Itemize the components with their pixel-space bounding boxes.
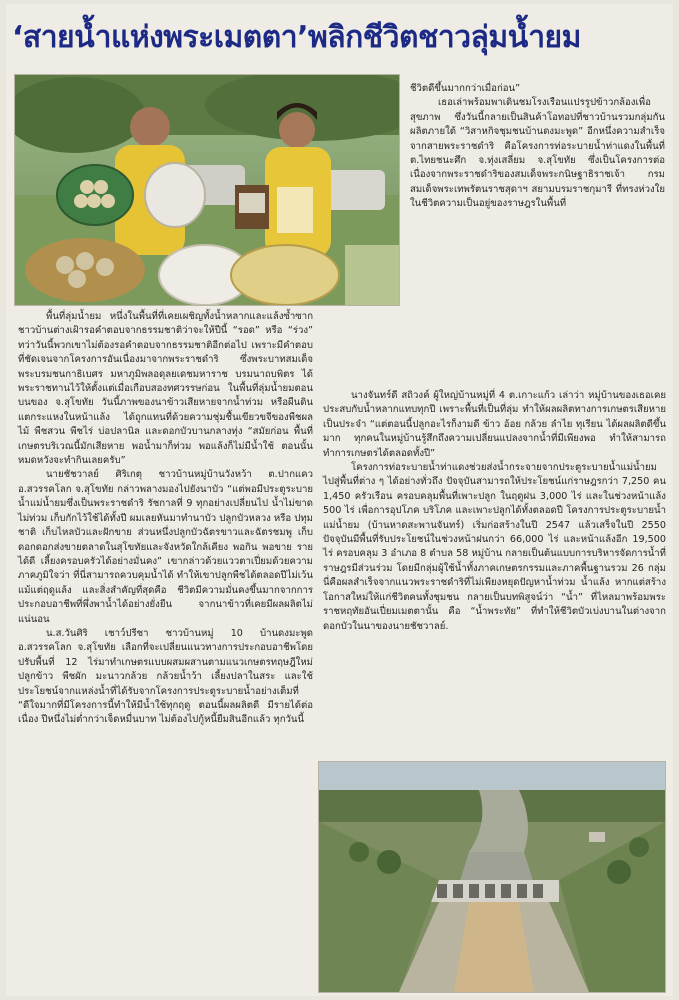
photo-water-gate-aerial bbox=[318, 761, 666, 993]
article-paragraph: นายชัชวาลย์ ศิริเกตุ ชาวบ้านหมู่บ้านวังหว้า ต.ปากแคว อ.สวรรคโลก จ.สุโขทัย กล่าวพลางมองไปยังนาบัว “แต่พอมีประตูระบายน้ำแม่น้ำยมซึ่งเป็นพระราชดำริ รัชกาลที่ 9 ทุกอย่างเปลี่ยนไป น้ำไม่ขาด ไม่ท่วม เก็บกักไว้ใช้ได้ทั้งปี ผมเลยหันมาทำนาบัว ปลูกบัวหลวง หรือ ปทุมชาติ เก็บไหลบัวและฝักขาย ส่วนหนึ่งปลูกบัวฉัตรขาวและฉัตรชมพู เก็บดอกดอกส่งขายตลาดในสุโขทัยและจังหวัดใกล้เคียง พอกิน พอขาย รายได้ดี เลี้ยงครอบครัวได้อย่างมั่นคง” เขากล่าวด้วยแววตาเปี่ยมด้วยความภาคภูมิใจว่า ที่นี่สามารถควบคุมน้ำได้ ทำให้เขาปลูกพืชได้ตลอดปีไม่เว้นแม้แต่ฤดูแล้ง และสิ่งสำคัญที่สุดคือ ชีวิตมีความมั่นคงขึ้นมากจากการประกอบอาชีพที่พึ่งพาน้ำได้อย่างยั่งยืน จากนาข้าวที่เคยมีผลผลิตไม่แน่นอน bbox=[18, 469, 313, 625]
article-column-right-middle bbox=[323, 389, 666, 634]
column-lead-line: ชีวิตดีขึ้นมากกว่าเมื่อก่อน” bbox=[410, 83, 521, 94]
article-column-left bbox=[18, 310, 313, 728]
photo-farmers-with-products bbox=[14, 74, 400, 306]
article-paragraph: โครงการท่อระบายน้ำท่าแดงช่วยส่งน้ำกระจายจากประตูระบายน้ำแม่น้ำยมไปสู่พื้นที่ต่าง ๆ ได้อย่างทั่วถึง ปัจจุบันสามารถให้ประโยชน์แก่ราษฎรกว่า 7,250 คน 1,450 ครัวเรือน ครอบคลุมพื้นที่เพาะปลูก ในฤดูฝน 3,000 ไร่ และในช่วงหน้าแล้ง 500 ไร่ เพื่อการอุปโภค บริโภค และเพาะปลูกได้ทั้งตลอดปี โครงการประตูระบายน้ำแม่น้ำยม (บ้านหาดสะพานจันทร์) เริ่มก่อสร้างในปี 2547 แล้วเสร็จในปี 2550 ปัจจุบันมีพื้นที่รับประโยชน์ในช่วงหน้าฝนกว่า 66,000 ไร่ และหน้าแล้งอีก 19,500 ไร่ ครอบคลุม 3 อำเภอ 8 ตำบล 58 หมู่บ้าน กลายเป็นต้นแบบการบริหารจัดการน้ำที่ราษฎรมีส่วนร่วม โดยมีกลุ่มผู้ใช้น้ำทั้งภาคเกษตรกรรมและภาคพื้นฐานรวม 26 กลุ่ม นี่คือผลสำเร็จจากแนวพระราชดำริที่ไม่เพียงหยุดปัญหาน้ำท่วม น้ำแล้ง หากแต่สร้างโอกาสใหม่ให้แก่ชีวิตคนทั้งชุมชน กลายเป็นบทพิสูจน์ว่า “น้ำ” ที่ไหลมาพร้อมพระราชหฤทัยอันเปี่ยมเมตตานั้น คือ “น้ำพระทัย” ที่ทำให้ชีวิตบัวเบ่งบานในต่างจากดอกบัวในนาของนายชัชวาลย์. bbox=[323, 462, 666, 632]
newspaper-clipping bbox=[6, 4, 673, 996]
article-paragraph: น.ส.วันศิริ เชาว์ปรีชา ชาวบ้านหมู่ 10 บ้านดงมะพูด อ.สวรรคโลก จ.สุโขทัย เลือกที่จะเปลี่ยนแนวทางการประกอบอาชีพโดยปรับพื้นที่ 12 ไร่มาทำเกษตรแบบผสมผสานตามแนวเกษตรทฤษฎีใหม่ ปลูกข้าว พืชผัก มะนาวกล้วย กล้วยน้ำว้า เลี้ยงปลาในสระ และใช้ประโยชน์จากแหล่งน้ำที่ได้รับจากโครงการประตูระบายน้ำอย่างเต็มที่ “ดีใจมากที่มีโครงการนี้ทำให้มีน้ำใช้ทุกฤดู ตอนนี้ผลผลิตดี มีรายได้ต่อเนื่อง ปีหนึ่งไม่ต่ำกว่าเจ็ดหมื่นบาท ไม่ต้องไปกู้หนี้ยืมสินอีกแล้ว ทุกวันนี้ bbox=[18, 627, 313, 726]
water-gate-photo bbox=[319, 762, 665, 992]
article-column-right-top bbox=[410, 82, 665, 212]
article-paragraph: นางจันทร์ดี สถิวงค์ ผู้ใหญ่บ้านหมู่ที่ 4 ต.เกาะแก้ว เล่าว่า หมู่บ้านของเธอเคยประสบกับน้ำหลากแทบทุกปี เพราะพื้นที่เป็นที่ลุ่ม ทำให้ผลผลิตทางการเกษตรเสียหายเป็นประจำ “แต่ตอนนี้ปลูกอะไรก็งามดี ข้าว อ้อย กล้วย ลำไย ทุเรียน ได้ผลผลิตดีขึ้นมาก ทุกคนในหมู่บ้านรู้สึกถึงความเปลี่ยนแปลงจากน้ำที่มีเพียงพอ ทำให้สามารถทำการเกษตรได้ตลอดทั้งปี” bbox=[323, 390, 666, 459]
article-paragraph: เธอเล่าพร้อมพาเดินชมโรงเรือนแปรรูปข้าวกล้องเพื่อสุขภาพ ซึ่งวันนี้กลายเป็นสินค้าโอทอปที่ชาวบ้านรวมกลุ่มกันผลิตภายใต้ “วิสาหกิจชุมชนบ้านดงมะพูด” อีกหนึ่งความสำเร็จจากสายพระราชดำริ คือโครงการท่อระบายน้ำท่าแดงในพื้นที่ ต.ไทยชนะศึก จ.ทุ่งเสลี่ยม จ.สุโขทัย ซึ่งเป็นโครงการต่อเนื่องจากพระราชดำริของสมเด็จพระกนิษฐาธิราชเจ้า กรมสมเด็จพระเทพรัตนราชสุดาฯ สยามบรมราชกุมารี ที่ทรงห่วงใยในชีวิตความเป็นอยู่ของราษฎรในพื้นที่ bbox=[410, 97, 665, 210]
farmers-photo bbox=[15, 75, 399, 305]
article-paragraph: พื้นที่ลุ่มน้ำยม หนึ่งในพื้นที่ที่เคยเผชิญทั้งน้ำหลากและแล้งซ้ำซาก ชาวบ้านต่างเฝ้ารอคำตอบจากธรรมชาติว่าจะให้ปีนี้ “รอด” หรือ “ร่วง” ทว่าวันนี้พวกเขาไม่ต้องรอคำตอบจากธรรมชาติอีกต่อไป เพราะมีคำตอบที่ชัดเจนจากโครงการอันเนื่องมาจากพระราชดำริ ซึ่งพระบาทสมเด็จพระบรมชนกาธิเบศร มหาภูมิพลอดุลยเดชมหาราช บรมนาถบพิตร ได้พระราชทานไว้ให้ตั้งแต่เมื่อเกือบสองทศวรรษก่อน ในพื้นที่ลุ่มน้ำยมตอนบนของ จ.สุโขทัย วันนี้ภาพของนาข้าวเสียหายจากน้ำท่วม หรือผืนดินแตกระแหงในหน้าแล้ง ได้ถูกแทนที่ด้วยความชุ่มชื้นเขียวขจีของพืชผลไม้ พืชสวน พืชไร่ บ่อปลานิล และดอกบัวบานกลางทุ่ง “สมัยก่อน พื้นที่เกษตรบริเวณนี้มักเสียหาย พอน้ำมาก็ท่วม พอแล้งก็ไม่มีน้ำใช้ ตอนนั้นหมดหวังจะทำกินเลยครับ” bbox=[18, 311, 313, 467]
headline: ‘สายน้ำแห่งพระเมตตา’พลิกชีวิตชาวลุ่มน้ำยม bbox=[12, 20, 581, 55]
